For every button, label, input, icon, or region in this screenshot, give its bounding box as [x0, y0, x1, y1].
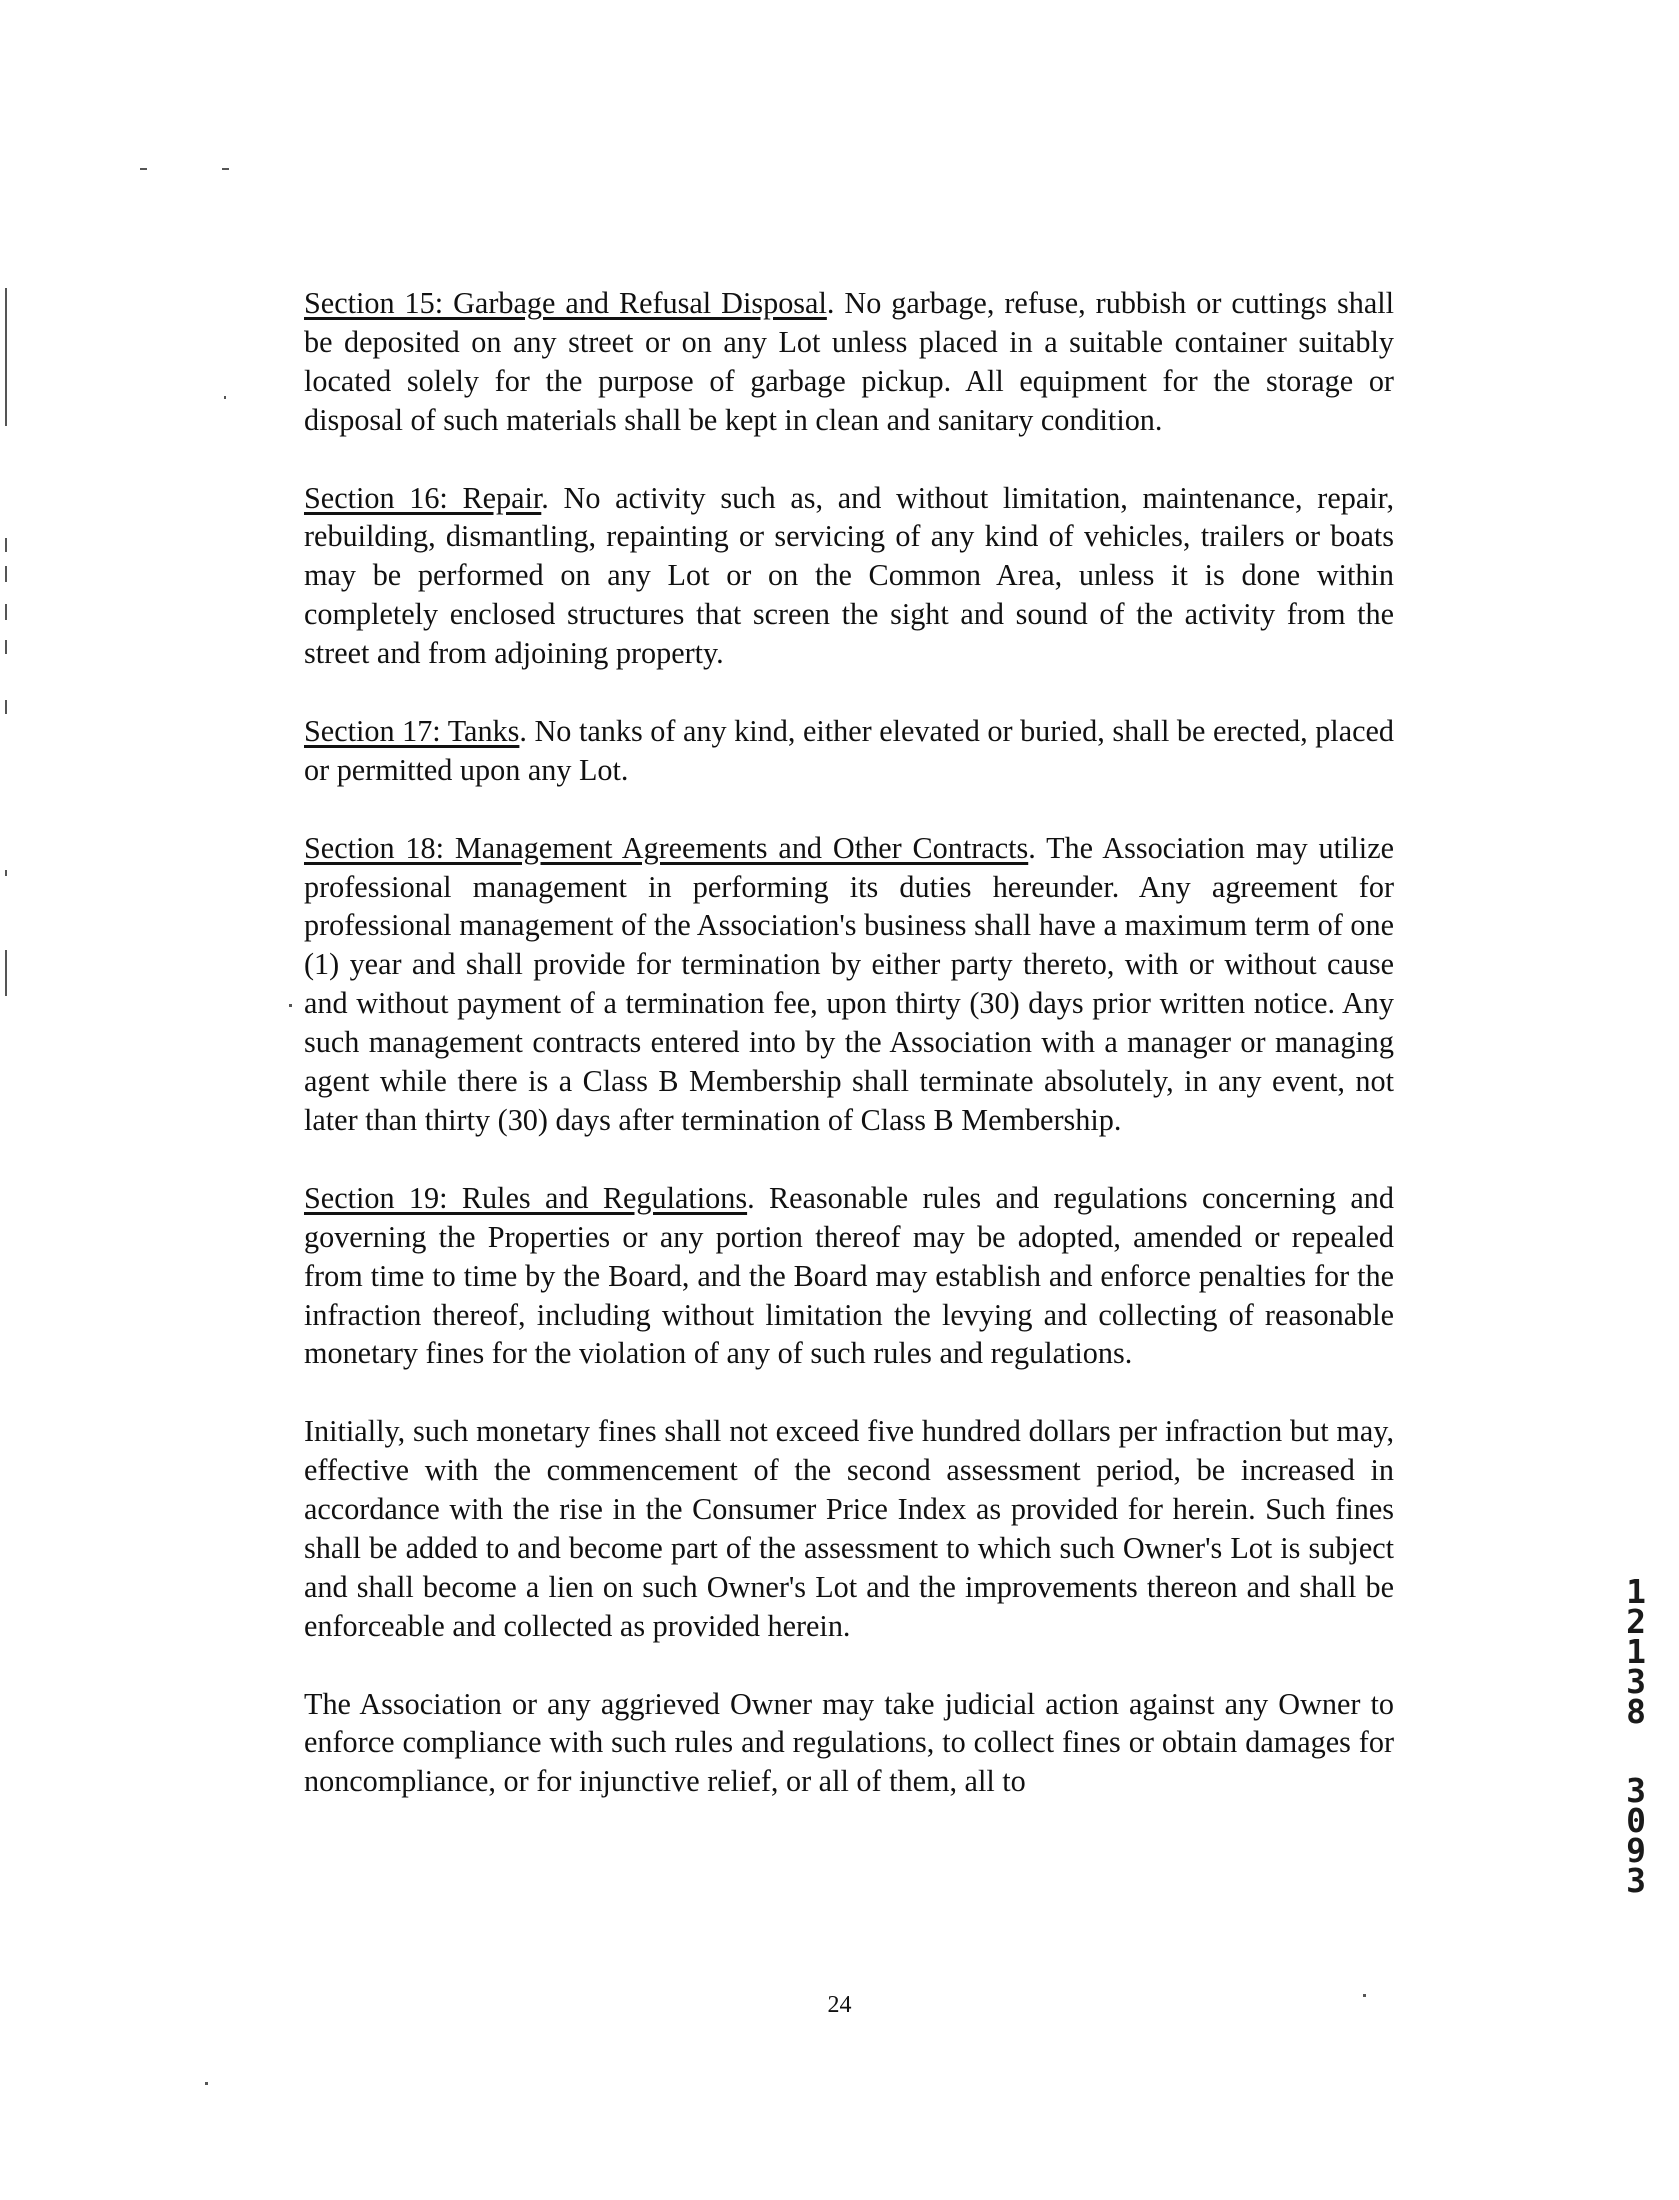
section-19-paragraph [304, 1179, 1394, 1374]
section-17-text: . No tanks of any kind, either elevated or buried, shall be erected, placed or permitted upon any Lot. [304, 713, 1394, 787]
stamp-digit: 3 [1626, 1662, 1646, 1701]
stamp-digit: 0 [1626, 1801, 1646, 1840]
scan-artifact [5, 604, 7, 620]
scan-artifact [5, 870, 7, 876]
stamp-digit: 3 [1626, 1861, 1646, 1900]
section-15-paragraph [304, 284, 1394, 440]
section-18-paragraph [304, 829, 1394, 1140]
margin-stamp-top [1616, 1572, 1656, 1731]
section-16-paragraph [304, 479, 1394, 674]
section-18-text: . The Association may utilize professional management in performing its duties hereunder. Any agreement for professional management of the Association's business shall have a maximum term of one (1) year and shall provide for termination by either party thereto, with or without cause and without payment of a termination fee, upon thirty (30) days prior written notice. Any such management contracts entered into by the Association with a manager or managing agent while there is a Class B Membership shall terminate absolutely, in any event, not later than thirty (30) days after termination of Class B Membership. [304, 830, 1394, 1137]
stamp-digit: 1 [1626, 1572, 1646, 1611]
margin-stamp-bottom [1616, 1771, 1656, 1900]
section-15-heading: Section 15: Garbage and Refusal Disposal [304, 286, 827, 320]
scan-artifact [289, 1004, 292, 1007]
page-number: 24 [827, 1992, 852, 2018]
section-19-heading: Section 19: Rules and Regulations [304, 1180, 748, 1215]
stamp-digit: 1 [1626, 1632, 1646, 1671]
document-body [304, 284, 1394, 1840]
section-16-heading: Section 16: Repair [304, 480, 542, 515]
scan-artifact [140, 168, 147, 170]
section-15-text: . No garbage, refuse, rubbish or cuttings shall be deposited on any street or on any Lot unless placed in a suitable container suitably located solely for the purpose of garbage pickup. All equipment for the storage or disposal of such materials shall be kept in clean and sanitary condition. [304, 286, 1394, 437]
section-19-text: . Reasonable rules and regulations concerning and governing the Properties or any portion thereof may be adopted, amended or repealed from time to time by the Board, and the Board may establish and enforce penalties for the infraction thereof, including without limitation the levying and collecting of reasonable monetary fines for the violation of any of such rules and regulations. [304, 1180, 1394, 1371]
scan-artifact [5, 288, 7, 426]
scan-artifact [222, 168, 229, 170]
scan-artifact [5, 566, 7, 582]
fines-paragraph: Initially, such monetary fines shall not exceed five hundred dollars per infraction but may, effective with the commencement of the second assessment period, be increased in accordance with the rise in the Consumer Price Index as provided for herein. Such fines shall be added to and become part of the assessment to which such Owner's Lot is subject and shall become a lien on such Owner's Lot and the improvements thereon and shall be enforceable and collected as provided herein. [304, 1414, 1394, 1643]
section-18-heading: Section 18: Management Agreements and Other Contracts [304, 830, 1029, 865]
section-16-text: . No activity such as, and without limitation, maintenance, repair, rebuilding, dismantling, repainting or servicing of any kind of vehicles, trailers or boats may be performed on any Lot or on the Common Area, unless it is done within completely enclosed structures that screen the sight and sound of the activity from the street and from adjoining property. [304, 480, 1394, 671]
stamp-digit: 8 [1626, 1692, 1646, 1731]
scan-artifact [5, 950, 7, 996]
judicial-action-paragraph: The Association or any aggrieved Owner may take judicial action against any Owner to enforce compliance with such rules and regulations, to collect fines or obtain damages for noncompliance, or for injunctive relief, or all of them, all to [304, 1686, 1394, 1799]
scan-artifact [5, 640, 7, 654]
stamp-digit: 3 [1626, 1771, 1646, 1810]
stamp-digit: 9 [1626, 1831, 1646, 1870]
scan-artifact [5, 700, 7, 714]
scan-artifact [224, 396, 226, 399]
stamp-digit: 2 [1626, 1602, 1646, 1641]
scan-artifact [205, 2082, 208, 2085]
section-17-heading: Section 17: Tanks [304, 713, 520, 748]
section-17-paragraph [304, 712, 1394, 790]
scan-artifact [5, 538, 7, 552]
